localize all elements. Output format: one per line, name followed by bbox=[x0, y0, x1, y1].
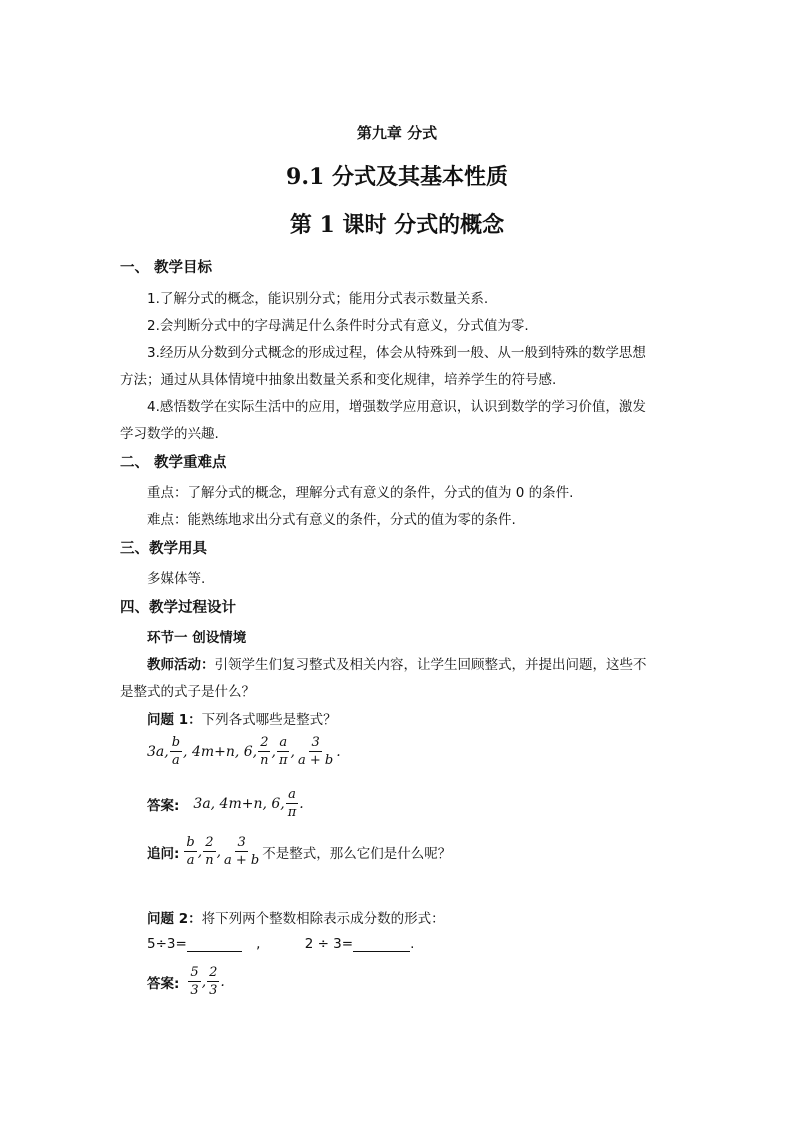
q2-expr-1: 5÷3= bbox=[147, 936, 187, 952]
fraction-2-over-n: $\frac{2}{n}$ bbox=[260, 735, 269, 768]
fraction-a-over-pi: $\frac{a}{\pi}$ bbox=[287, 787, 297, 820]
objective-1: 1.了解分式的概念，能识别分式；能用分式表示数量关系. bbox=[147, 291, 489, 307]
fraction-2-over-3: $\frac{2}{3}$ bbox=[209, 965, 218, 998]
fraction-3-over-a-plus-b: $\frac{3}{a + b}$ bbox=[297, 735, 334, 768]
q2-expr-2: 2 ÷ 3= bbox=[304, 936, 354, 952]
objective-4-cont: 学习数学的兴趣. bbox=[120, 426, 219, 442]
teacher-activity bbox=[147, 653, 647, 673]
blank-1 bbox=[187, 937, 242, 952]
heading-tools: 三、教学用具 bbox=[120, 541, 207, 557]
answer-2: 答案: $\frac{5}{3}$ , $\frac{2}{3}$ . bbox=[147, 965, 225, 998]
q1-text: 下列各式哪些是整式？ bbox=[201, 712, 337, 728]
step-one: 环节一 创设情境 bbox=[147, 630, 247, 646]
chapter-title: 第九章 分式 bbox=[356, 124, 438, 142]
fraction-5-over-3: $\frac{5}{3}$ bbox=[190, 965, 199, 998]
heading-process: 四、教学过程设计 bbox=[120, 600, 236, 616]
blank-2 bbox=[353, 937, 410, 952]
fraction-a-over-pi: $\frac{a}{\pi}$ bbox=[278, 735, 288, 768]
q2-expression: 5÷3= , 2 ÷ 3= . bbox=[147, 936, 415, 952]
a1-terms: 3a, 4m+n, 6, bbox=[193, 795, 285, 812]
follow-text: 不是整式，那么它们是什么呢？ bbox=[262, 845, 452, 862]
fraction-b-over-a: $\frac{b}{a}$ bbox=[171, 735, 181, 768]
objective-4: 4.感悟数学在实际生活中的应用，增强数学应用意识，认识到数学的学习价值，激发 bbox=[147, 399, 646, 415]
section-title: 9.1 分式及其基本性质 bbox=[286, 164, 508, 190]
activity-text: 引领学生们复习整式及相关内容，让学生回顾整式，并提出问题，这些不 bbox=[214, 657, 647, 673]
q1-term-2: , 4m+n, 6, bbox=[183, 743, 258, 760]
tools-text: 多媒体等. bbox=[147, 571, 206, 587]
q2-text: 将下列两个整数相除表示成分数的形式： bbox=[201, 911, 445, 927]
question-1 bbox=[147, 708, 337, 728]
objective-2: 2.会判断分式中的字母满足什么条件时分式有意义，分式值为零. bbox=[147, 318, 529, 334]
question-2 bbox=[147, 907, 445, 927]
follow-up-question: 追问: $\frac{b}{a}$ , $\frac{2}{n}$ , $\frac{3}{a + b}$ 不是整式，那么它们是什么呢？ bbox=[147, 835, 452, 868]
difficult-point: 难点：能熟练地求出分式有意义的条件，分式的值为零的条件. bbox=[147, 512, 516, 528]
q2-label: 问题 2： bbox=[147, 911, 202, 927]
heading-key-points: 二、 教学重难点 bbox=[120, 455, 227, 471]
a1-label: 答案: bbox=[147, 797, 180, 814]
follow-label: 追问: bbox=[147, 845, 180, 862]
heading-objectives: 一、 教学目标 bbox=[120, 260, 213, 276]
fraction-b-over-a: $\frac{b}{a}$ bbox=[186, 835, 195, 868]
teacher-activity-cont: 是整式的式子是什么？ bbox=[120, 684, 255, 700]
activity-label: 教师活动： bbox=[147, 657, 215, 673]
fraction-3-over-a-plus-b: $\frac{3}{a + b}$ bbox=[224, 835, 260, 868]
q1-label: 问题 1： bbox=[147, 712, 202, 728]
q1-expression: 3a, $\frac{b}{a}$ , 4m+n, 6, $\frac{2}{n}$ , $\frac{a}{\pi}$ , $\frac{3}{a + b}$ . bbox=[147, 735, 341, 768]
objective-3-cont: 方法；通过从具体情境中抽象出数量关系和变化规律，培养学生的符号感. bbox=[120, 372, 557, 388]
answer-1: 答案: 3a, 4m+n, 6, $\frac{a}{\pi}$ . bbox=[147, 787, 304, 820]
fraction-2-over-n: $\frac{2}{n}$ bbox=[205, 835, 214, 868]
objective-3: 3.经历从分数到分式概念的形成过程，体会从特殊到一般、从一般到特殊的数学思想 bbox=[147, 345, 646, 361]
lesson-title: 第 1 课时 分式的概念 bbox=[289, 212, 505, 238]
q1-term-1: 3a, bbox=[147, 743, 169, 760]
a2-label: 答案: bbox=[147, 975, 180, 992]
key-point: 重点：了解分式的概念，理解分式有意义的条件，分式的值为 0 的条件. bbox=[147, 485, 574, 501]
